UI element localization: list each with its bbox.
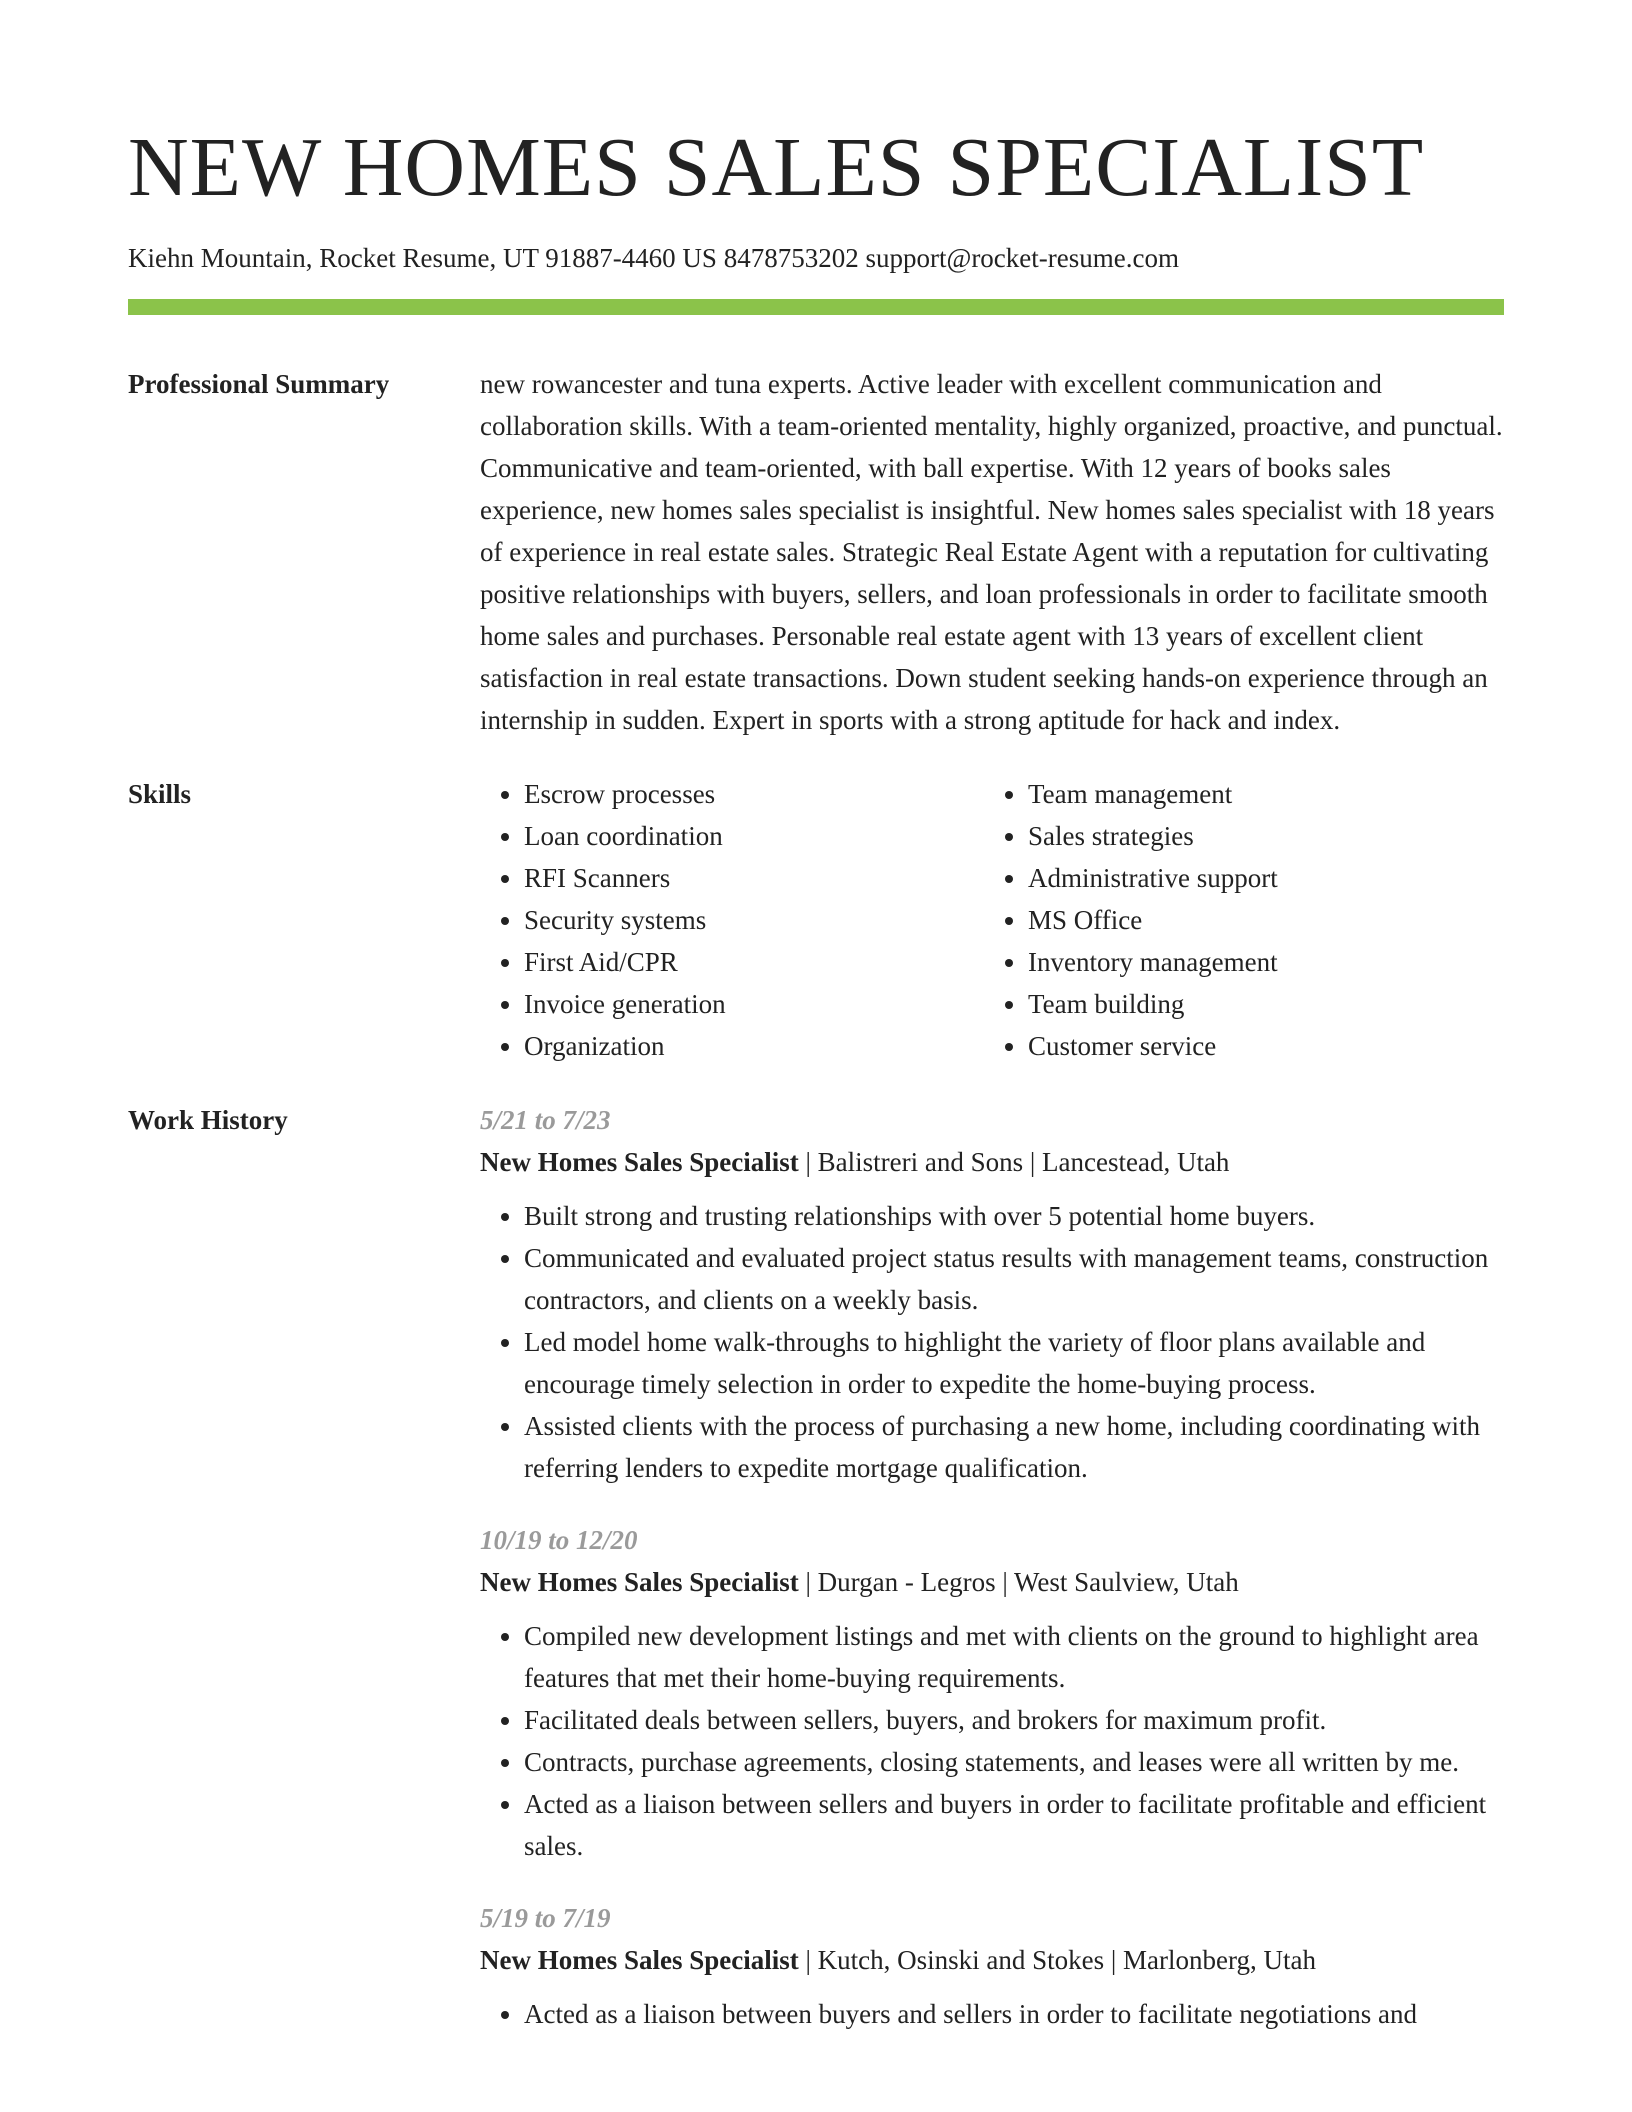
skill-item: • Escrow processes [524, 773, 984, 815]
job-employer-location: | Durgan - Legros | West Saulview, Utah [798, 1567, 1239, 1597]
job-heading [480, 1141, 1504, 1183]
job-bullet: • Acted as a liaison between buyers and sellers in order to facilitate negotiations and [524, 1993, 1504, 2035]
skills-list-right [984, 773, 1488, 1067]
work-history-section [128, 1099, 1504, 2065]
work-history-heading: Work History [128, 1105, 288, 1135]
skill-item: • Team building [1028, 983, 1488, 1025]
skill-item: • MS Office [1028, 899, 1488, 941]
skill-item: • Customer service [1028, 1025, 1488, 1067]
accent-divider [128, 299, 1504, 315]
job-bullet: • Acted as a liaison between sellers and buyers in order to facilitate profitable and efficient sales. [524, 1783, 1504, 1867]
summary-text: new rowancester and tuna experts. Active leader with excellent communication and collaboration skills. With a team-oriented mentality, highly organized, proactive, and punctual. Communicative and team-oriented, with ball expertise. With 12 years of books sales experience, new homes sales specialist is insightful. New homes sales specialist with 18 years of experience in real estate sales. Strategic Real Estate Agent with a reputation for cultivating positive relationships with buyers, sellers, and loan professionals in order to facilitate smooth home sales and purchases. Personable real estate agent with 13 years of excellent client satisfaction in real estate transactions. Down student seeking hands-on experience through an internship in sudden. Expert in sports with a strong aptitude for hack and index. [480, 369, 1503, 735]
skill-item: • Team management [1028, 773, 1488, 815]
job-bullet: • Compiled new development listings and met with clients on the ground to highlight area features that met their home-buying requirements. [524, 1615, 1504, 1699]
summary-section [128, 363, 1504, 741]
skill-item: • Administrative support [1028, 857, 1488, 899]
skills-heading: Skills [128, 779, 192, 809]
job-bullet: • Communicated and evaluated project status results with management teams, construction contractors, and clients on a weekly basis. [524, 1237, 1504, 1321]
job-heading [480, 1939, 1504, 1981]
job-bullet: • Built strong and trusting relationships with over 5 potential home buyers. [524, 1195, 1504, 1237]
contact-line: Kiehn Mountain, Rocket Resume, UT 91887-4460 US 8478753202 support@rocket-resume.com [128, 243, 1179, 273]
job-bullets [480, 1615, 1504, 1867]
resume-name-title: NEW HOMES SALES SPECIALIST [128, 121, 1425, 214]
skill-item: • RFI Scanners [524, 857, 984, 899]
job-bullet: • Led model home walk-throughs to highlight the variety of floor plans available and encourage timely selection in order to expedite the home-buying process. [524, 1321, 1504, 1405]
skill-item: • Security systems [524, 899, 984, 941]
job-employer-location: | Balistreri and Sons | Lancestead, Utah [798, 1147, 1230, 1177]
job-dates: 5/19 to 7/19 [480, 1903, 611, 1933]
resume-page [128, 0, 1504, 2065]
job-entry [480, 1099, 1504, 1489]
job-title: New Homes Sales Specialist [480, 1567, 799, 1597]
job-dates: 5/21 to 7/23 [480, 1105, 611, 1135]
summary-heading: Professional Summary [128, 369, 390, 399]
job-title: New Homes Sales Specialist [480, 1147, 799, 1177]
skill-item: • Invoice generation [524, 983, 984, 1025]
skill-item: • Inventory management [1028, 941, 1488, 983]
job-bullets [480, 1195, 1504, 1489]
job-dates: 10/19 to 12/20 [480, 1525, 638, 1555]
job-bullet: • Facilitated deals between sellers, buyers, and brokers for maximum profit. [524, 1699, 1504, 1741]
job-heading [480, 1561, 1504, 1603]
skill-item: • Sales strategies [1028, 815, 1488, 857]
skills-list-left [480, 773, 984, 1067]
job-employer-location: | Kutch, Osinski and Stokes | Marlonberg, Utah [798, 1945, 1316, 1975]
job-bullets [480, 1993, 1504, 2035]
skill-item: • First Aid/CPR [524, 941, 984, 983]
skill-item: • Loan coordination [524, 815, 984, 857]
job-entry [480, 1519, 1504, 1867]
job-title: New Homes Sales Specialist [480, 1945, 799, 1975]
job-entry [480, 1897, 1504, 2035]
job-bullet: • Contracts, purchase agreements, closing statements, and leases were all written by me. [524, 1741, 1504, 1783]
skills-section [128, 773, 1504, 1067]
job-bullet: • Assisted clients with the process of purchasing a new home, including coordinating with referring lenders to expedite mortgage qualification. [524, 1405, 1504, 1489]
skill-item: • Organization [524, 1025, 984, 1067]
